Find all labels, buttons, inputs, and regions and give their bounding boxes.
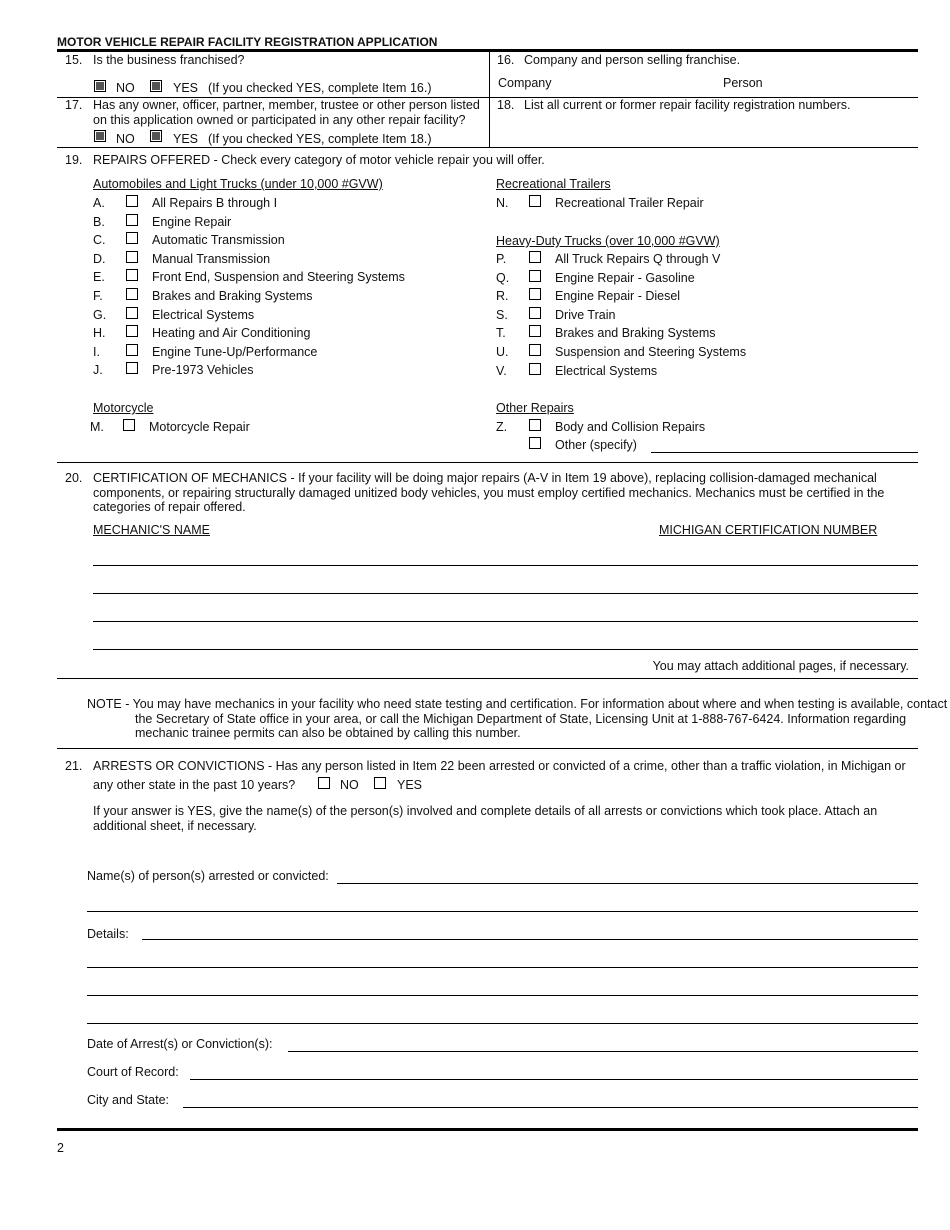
column-divider <box>489 52 490 147</box>
mechanic-row-2[interactable] <box>93 593 918 594</box>
repair-label: Electrical Systems <box>555 363 658 378</box>
item15-yes-checkbox[interactable] <box>150 80 162 92</box>
repair-letter: A. <box>93 196 105 210</box>
city-label: City and State: <box>87 1093 169 1107</box>
names-input[interactable] <box>337 883 918 884</box>
repair-letter: B. <box>93 214 105 229</box>
repair-checkbox[interactable] <box>529 251 541 263</box>
repair-letter: G. <box>93 307 107 322</box>
repair-label: Engine Repair <box>152 214 232 229</box>
item21-question-line2: any other state in the past 10 years? <box>93 778 296 792</box>
repair-label: Automatic Transmission <box>152 233 285 248</box>
repair-checkbox[interactable] <box>126 325 138 337</box>
item17-number: 17. <box>65 98 83 112</box>
repair-label: Engine Repair - Diesel <box>555 289 681 304</box>
page-number: 2 <box>57 1141 64 1155</box>
item21-yes-label: YES <box>397 778 423 792</box>
repair-checkbox[interactable] <box>529 325 541 337</box>
repair-letter: H. <box>93 326 106 341</box>
city-input[interactable] <box>183 1107 918 1108</box>
item21-question-line1: ARRESTS OR CONVICTIONS - Has any person listed in Item 22 been arrested or convicted of a crime, other than a traffic violation, in Michigan or <box>93 759 906 773</box>
auto-heading: Automobiles and Light Trucks (under 10,000 #GVW) <box>93 177 383 191</box>
mechanic-row-1[interactable] <box>93 565 918 566</box>
details-input-4[interactable] <box>87 1023 918 1024</box>
row-divider-20 <box>57 678 918 679</box>
repair-checkbox[interactable] <box>529 363 541 375</box>
names-input-2[interactable] <box>87 911 918 912</box>
item15-no-label: NO <box>116 81 135 95</box>
moto-heading: Motorcycle <box>93 401 154 415</box>
repair-letter: S. <box>496 307 508 322</box>
item16-company-field[interactable]: Company <box>498 76 552 90</box>
repair-letter: V. <box>496 363 507 378</box>
repair-checkbox[interactable] <box>126 307 138 319</box>
rec-heading: Recreational Trailers <box>496 177 611 191</box>
item21-no-checkbox[interactable] <box>318 777 330 789</box>
rec-checkbox[interactable] <box>529 195 541 207</box>
repair-letter: D. <box>93 251 106 266</box>
repair-checkbox[interactable] <box>126 269 138 281</box>
repair-label: Pre-1973 Vehicles <box>152 363 254 378</box>
other-body-checkbox[interactable] <box>529 419 541 431</box>
repair-checkbox[interactable] <box>126 195 138 207</box>
item19-number: 19. <box>65 153 83 167</box>
moto-checkbox[interactable] <box>123 419 135 431</box>
other-specify-label: Other (specify) <box>555 438 637 452</box>
item19-intro: REPAIRS OFFERED - Check every category of motor vehicle repair you will offer. <box>93 153 545 167</box>
item17-note: (If you checked YES, complete Item 18.) <box>208 132 432 146</box>
repair-label: Engine Tune-Up/Performance <box>152 344 318 359</box>
repair-checkbox[interactable] <box>126 214 138 226</box>
court-input[interactable] <box>190 1079 918 1080</box>
repair-letter: C. <box>93 233 106 248</box>
other-specify-checkbox[interactable] <box>529 437 541 449</box>
mechanic-row-4[interactable] <box>93 649 918 650</box>
repair-label: Brakes and Braking Systems <box>152 289 313 303</box>
date-input[interactable] <box>288 1051 918 1052</box>
item21-number: 21. <box>65 759 83 773</box>
heavy-heading: Heavy-Duty Trucks (over 10,000 #GVW) <box>496 234 720 248</box>
cert-number-header: MICHIGAN CERTIFICATION NUMBER <box>659 523 878 537</box>
mechanic-testing-note: NOTE - You may have mechanics in your facility who need state testing and certification. For information about where and when testing is available, contact the Secretary of State office in your area, or call the Michigan Department of State, Licensing Unit at 1-888-767-6424. Information regarding mechanic trainee permits can also be obtained by calling this number. <box>87 697 948 740</box>
repair-label: Drive Train <box>555 307 616 322</box>
repair-label: All Truck Repairs Q through V <box>555 252 721 266</box>
court-label: Court of Record: <box>87 1065 179 1079</box>
repair-letter: J. <box>93 363 103 378</box>
repair-checkbox[interactable] <box>529 307 541 319</box>
other-letter: Z. <box>496 420 508 434</box>
item17-yes-checkbox[interactable] <box>150 130 162 142</box>
repair-label: Electrical Systems <box>152 307 255 322</box>
repair-checkbox[interactable] <box>126 251 138 263</box>
item21-no-label: NO <box>340 778 359 792</box>
moto-letter: M. <box>90 420 104 434</box>
row-divider-19 <box>57 462 918 463</box>
other-heading: Other Repairs <box>496 401 574 415</box>
repair-label: Suspension and Steering Systems <box>555 345 747 359</box>
repair-checkbox[interactable] <box>126 344 138 356</box>
row-divider-note <box>57 748 918 749</box>
item16-person-field[interactable]: Person <box>723 76 763 90</box>
item21-instructions: If your answer is YES, give the name(s) of the person(s) involved and complete details of all arrests or convictions which took place. Attach an additional sheet, if necessary. <box>93 804 878 833</box>
item20-number: 20. <box>65 471 83 485</box>
item15-note: (If you checked YES, complete Item 16.) <box>208 81 432 95</box>
item18-number: 18. <box>497 98 515 112</box>
repair-label: Manual Transmission <box>152 251 271 266</box>
details-input[interactable] <box>142 939 918 940</box>
item16-number: 16. <box>497 53 515 67</box>
item21-yes-checkbox[interactable] <box>374 777 386 789</box>
item17-question: Has any owner, officer, partner, member, trustee or other person listed on this application owned or participated in any other repair facility? <box>93 98 480 127</box>
repair-label: Engine Repair - Gasoline <box>555 270 695 285</box>
repair-label: Front End, Suspension and Steering Systems <box>152 270 405 285</box>
repair-checkbox[interactable] <box>126 288 138 300</box>
repair-label: Brakes and Braking Systems <box>555 326 716 341</box>
item20-text: CERTIFICATION OF MECHANICS - If your facility will be doing major repairs (A-V in Item 19 above), replacing collision-damaged mechanical components, or repairing structurally damaged unitized body vehicles, you must employ certified mechanics. Mechanics must be certified in the categories of repair offered. <box>93 471 885 514</box>
moto-label: Motorcycle Repair <box>149 420 250 434</box>
item15-number: 15. <box>65 53 83 67</box>
details-label: Details: <box>87 927 129 941</box>
other-specify-input[interactable] <box>651 452 918 453</box>
repair-letter: R. <box>496 289 509 304</box>
item18-question: List all current or former repair facility registration numbers. <box>524 98 851 112</box>
details-input-2[interactable] <box>87 967 918 968</box>
repair-label: Heating and Air Conditioning <box>152 326 311 341</box>
other-body-label: Body and Collision Repairs <box>555 420 706 434</box>
footer-rule <box>57 1128 918 1131</box>
repair-checkbox[interactable] <box>529 344 541 356</box>
date-label: Date of Arrest(s) or Conviction(s): <box>87 1037 273 1051</box>
repair-label: All Repairs B through I <box>152 196 278 210</box>
header-rule <box>57 49 918 52</box>
mechanic-row-3[interactable] <box>93 621 918 622</box>
item15-yes-label: YES <box>173 81 199 95</box>
item17-yes-label: YES <box>173 132 199 146</box>
item17-no-checkbox[interactable] <box>94 130 106 142</box>
names-label: Name(s) of person(s) arrested or convicted: <box>87 869 329 883</box>
rec-letter: N. <box>496 196 509 210</box>
rec-label: Recreational Trailer Repair <box>555 196 704 210</box>
form-title: MOTOR VEHICLE REPAIR FACILITY REGISTRATION APPLICATION <box>57 35 438 49</box>
details-input-3[interactable] <box>87 995 918 996</box>
item17-no-label: NO <box>116 132 135 146</box>
repair-checkbox[interactable] <box>529 270 541 282</box>
item16-question: Company and person selling franchise. <box>524 53 741 67</box>
item15-question: Is the business franchised? <box>93 53 245 67</box>
repair-checkbox[interactable] <box>529 288 541 300</box>
repair-letter: I. <box>93 344 100 359</box>
item15-no-checkbox[interactable] <box>94 80 106 92</box>
repair-checkbox[interactable] <box>126 362 138 374</box>
repair-letter: Q. <box>496 270 510 285</box>
repair-letter: P. <box>496 252 507 266</box>
repair-letter: T. <box>496 326 506 341</box>
repair-checkbox[interactable] <box>126 232 138 244</box>
row-divider-17 <box>57 147 918 148</box>
attach-note: You may attach additional pages, if necessary. <box>652 659 909 673</box>
repair-letter: E. <box>93 270 105 285</box>
repair-letter: F. <box>93 289 103 303</box>
repair-letter: U. <box>496 345 509 359</box>
mechanic-name-header: MECHANIC'S NAME <box>93 523 210 537</box>
